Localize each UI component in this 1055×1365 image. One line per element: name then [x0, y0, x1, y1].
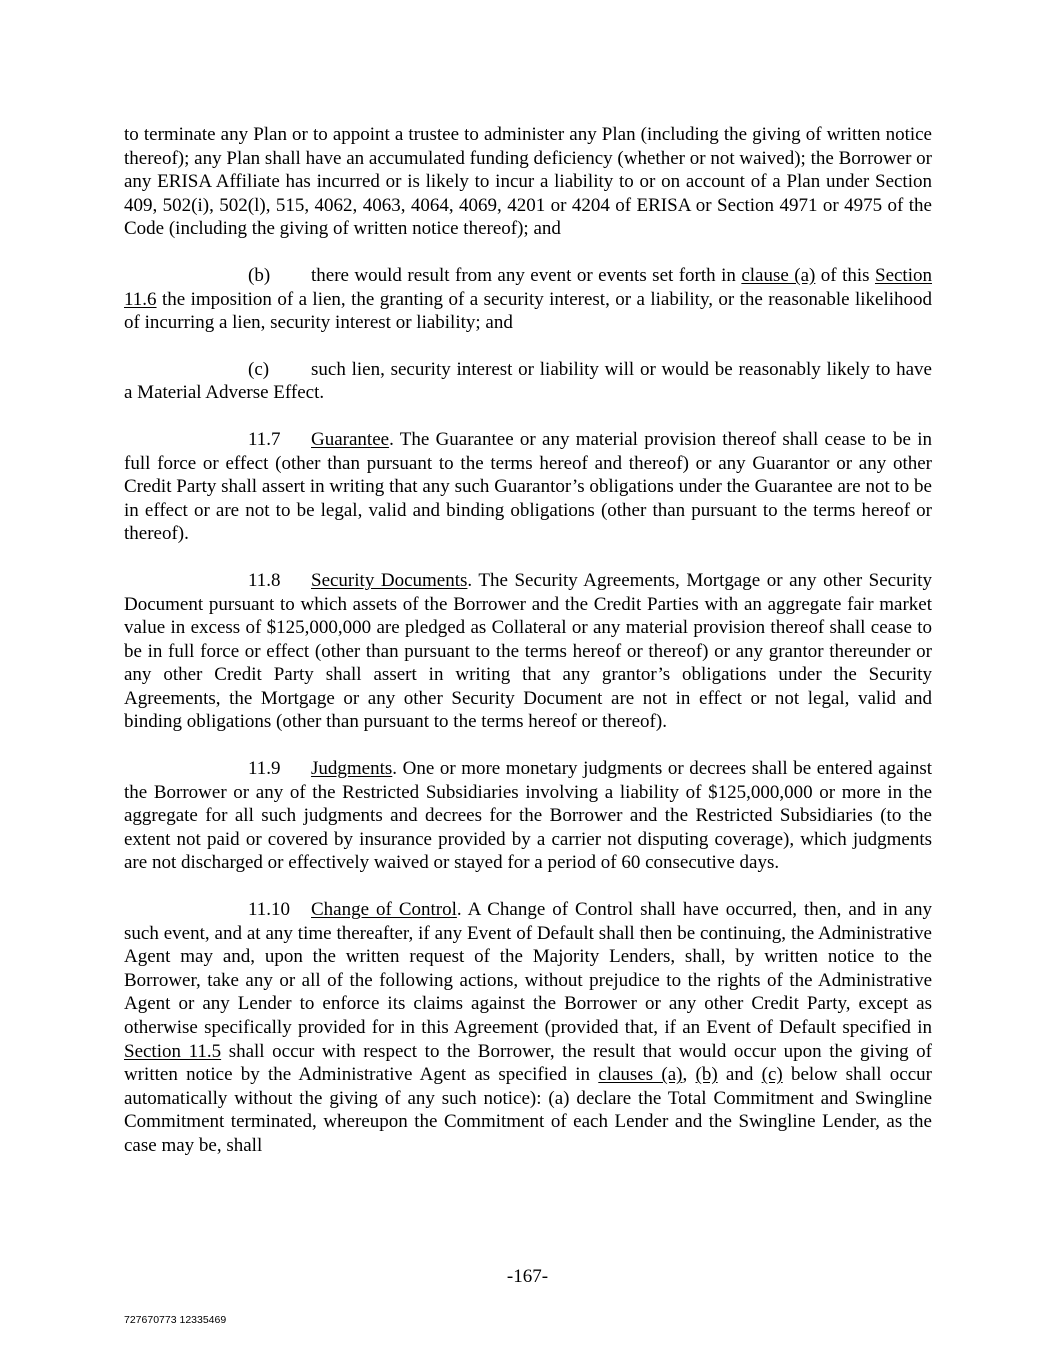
section-11-10-text-1: . A Change of Control shall have occurred, then, and in any such event, and at any time thereafter, if any Event of Default shall then be continuing, the Administrative Agent may and, upon the written request of the Majority Lenders, shall, by written notice to the Borrower, take any or all of the following actions, without prejudice to the rights of the Administrative Agent or any Lender to enforce its claims against the Borrower or any other Credit Party, except as otherwise specifically provided for in this Agreement (provided that, if an Event of Default specified in [124, 899, 932, 1038]
clause-c-reference: (c) [761, 1064, 783, 1086]
section-11-10-paragraph [124, 898, 932, 1158]
section-11-7-heading: Guarantee [311, 428, 390, 450]
clause-c-paragraph [124, 358, 932, 405]
section-11-8-number: 11.8 [248, 569, 281, 591]
clause-a-reference: clause (a) [741, 264, 816, 286]
section-11-10-number: 11.10 [248, 899, 291, 921]
section-11-9-number: 11.9 [248, 758, 281, 780]
clause-b-text-3: the imposition of a lien, the granting of a security interest, or a liability, or the reasonable likelihood of incurring a lien, security interest or liability; and [124, 288, 932, 334]
clause-b-text-2: of this [815, 264, 875, 286]
clause-c-text: such lien, security interest or liability will or would be reasonably likely to have a Material Adverse Effect. [124, 358, 932, 404]
clause-b-reference: (b) [695, 1064, 718, 1086]
section-11-9-heading: Judgments [311, 758, 393, 780]
continuation-text: to terminate any Plan or to appoint a trustee to administer any Plan (including the giving of written notice thereof); any Plan shall have an accumulated funding deficiency (whether or not waived); the Borrower or any ERISA Affiliate has incurred or is likely to incur a liability to or on account of a Plan under Section 409, 502(i), 502(l), 515, 4062, 4063, 4064, 4069, 4201 or 4204 of ERISA or Section 4971 or 4975 of the Code (including the giving of written notice thereof); and [124, 124, 932, 240]
section-11-10-heading: Change of Control [311, 899, 457, 921]
page-number: -167- [506, 1266, 549, 1287]
clause-b-paragraph [124, 264, 932, 335]
clause-b-label: (b) [248, 264, 271, 286]
section-11-8-text: . The Security Agreements, Mortgage or any other Security Document pursuant to which assets of the Borrower and the Credit Parties with an aggregate fair market value in excess of $125,000,000 are pledged as Collateral or any material provision thereof shall cease to be in full force or effect (other than pursuant to the terms hereof or thereof) or any grantor thereunder or any other Credit Party shall assert in writing that any grantor’s obligations under the Security Agreements, the Mortgage or any other Security Document are not in effect or not legal, valid and binding obligations (other than pursuant to the terms hereof or thereof). [124, 569, 933, 733]
section-11-9-paragraph [124, 757, 932, 875]
section-11-10-text-2: shall occur with respect to the Borrower, the result that would occur upon the giving of written notice by the Administrative Agent as specified in [124, 1040, 932, 1086]
clauses-a-reference: clauses (a) [598, 1064, 683, 1086]
clause-c-label: (c) [248, 358, 270, 380]
clause-b-text-1: there would result from any event or events set forth in [311, 264, 742, 286]
section-11-10-text-3: , [682, 1064, 696, 1086]
section-11-8-heading: Security Documents [311, 569, 468, 591]
section-11-7-paragraph [124, 428, 932, 546]
section-11-6-reference: Section 11.6 [124, 264, 932, 310]
section-11-7-number: 11.7 [248, 428, 281, 450]
section-11-10-text-5: below shall occur automatically without the giving of any such notice): (a) declare the Total Commitment and Swingline Commitment terminated, whereupon the Commitment of each Lender and the Swingline Lender, as the case may be, shall [124, 1064, 933, 1156]
section-11-7-text: . The Guarantee or any material provision thereof shall cease to be in full force or effect (other than pursuant to the terms hereof and thereof) or any Guarantor or any other Credit Party shall assert in writing that any such Guarantor’s obligations under the Guarantee are not to be in effect or are not to be legal, valid and binding obligations (other than pursuant to the terms hereof or thereof). [124, 428, 932, 545]
section-11-10-text-4: and [717, 1064, 762, 1086]
section-11-5-reference: Section 11.5 [124, 1040, 222, 1062]
document-id: 727670773 12335469 [124, 1314, 227, 1326]
section-11-9-text: . One or more monetary judgments or decrees shall be entered against the Borrower or any of the Restricted Subsidiaries involving a liability of $125,000,000 or more in the aggregate for all such judgments and decrees for the Borrower and the Restricted Subsidiaries (to the extent not paid or covered by insurance provided by a carrier not disputing coverage), which judgments are not discharged or effectively waived or stayed for a period of 60 consecutive days. [124, 758, 932, 874]
continuation-paragraph [124, 123, 932, 241]
document-body [124, 123, 932, 1181]
section-11-8-paragraph [124, 569, 932, 734]
